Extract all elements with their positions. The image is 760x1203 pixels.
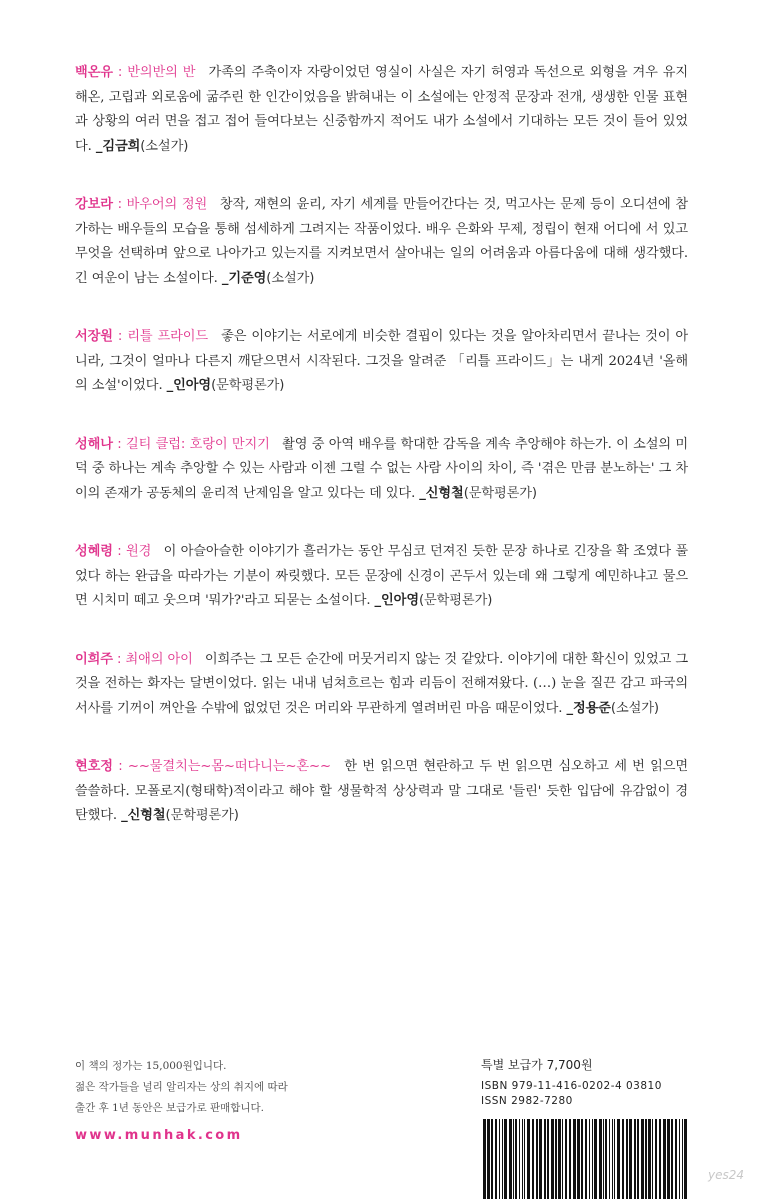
separator: : (112, 544, 126, 560)
reviewer-name: _김금희 (95, 138, 141, 154)
review-item (75, 61, 688, 159)
publisher-website: www.munhak.com (75, 1128, 243, 1143)
review-text: 이희주는 그 모든 순간에 머뭇거리지 않는 것 같았다. 이야기에 대한 확신이 있었고 그것을 전하는 화자는 달변이었다. 읽는 내내 넘쳐흐르는 힘과 리듬이 전해져왔다. (…) 눈을 질끈 감고 파국의 서사를 기꺼이 껴안을 수밖에 없었던 것은 머리와 무관하게 열려버린 마음 때문이었다. (75, 651, 688, 716)
review-item (75, 648, 688, 722)
price-note-line: 젊은 작가들을 널리 알리자는 상의 취지에 따라 (75, 1081, 288, 1093)
reviewer-role: (문학평론가) (211, 378, 285, 394)
barcode-block (481, 1056, 691, 1203)
separator: : (112, 436, 126, 452)
story-title: 리틀 프라이드 (127, 329, 209, 345)
separator: : (112, 651, 126, 667)
price-note (75, 1056, 375, 1119)
story-title: 길티 클럽: 호랑이 만지기 (125, 436, 270, 452)
author-name: 성해나 (75, 436, 113, 452)
separator: : (112, 65, 128, 81)
special-price: 특별 보급가 7,700원 (481, 1058, 593, 1072)
author-name: 백온유 (75, 65, 113, 81)
review-text: 한 번 읽으면 현란하고 두 번 읽으면 심오하고 세 번 읽으면 쓸쓸하다. 모폴로지(형태학)적이라고 해야 할 생물학적 상상력과 말 그대로 '들린' 듯한 입담에 유감없이 경탄했다. (75, 759, 689, 824)
review-text: 창작, 재현의 윤리, 자기 세계를 만들어간다는 것, 먹고사는 문제 등이 오디션에 참가하는 배우들의 모습을 통해 섬세하게 그려지는 작품이었다. 배우 은화와 무제, 정립이 현재 어디에 서 있고 무엇을 선택하며 앞으로 나아가고 있는지를 지켜보면서 살아내는 일의 어려움과 아름다움에 대해 생각했다. 긴 여운이 남는 소설이다. (75, 197, 688, 286)
story-title: ~~물결치는~몸~떠다니는~혼~~ (127, 759, 331, 775)
price-note-line: 이 책의 정가는 15,000원입니다. (75, 1060, 227, 1072)
review-text: 촬영 중 아역 배우를 학대한 감독을 계속 추앙해야 하는가. 이 소설의 미덕 중 하나는 계속 추앙할 수 있는 사람과 이젠 그럴 수 없는 사람 사이의 차이, 즉 '겪은 만큼 분노하는' 그 차이의 존재가 공동체의 윤리적 난제임을 알고 있다는 데 있다. (75, 436, 689, 501)
story-title: 바우어의 정원 (126, 197, 208, 213)
story-title: 최애의 아이 (125, 651, 193, 667)
author-name: 이희주 (75, 651, 113, 667)
reviewer-role: (소설가) (610, 700, 659, 716)
separator: : (112, 759, 128, 775)
review-text: 좋은 이야기는 서로에게 비슷한 결핍이 있다는 것을 알아차리면서 끝나는 것이 아니라, 그것이 얼마나 다른지 깨닫으면서 시작된다. 그것을 알려준 「리틀 프라이드」는 내게 2024년 '올해의 소설'이었다. (75, 329, 689, 394)
reviewer-role: (소설가) (140, 138, 189, 154)
separator: : (112, 197, 127, 213)
review-text: 가족의 주축이자 자랑이었던 영실이 사실은 자기 허영과 독선으로 외형을 겨우 유지해온, 고립과 외로움에 굶주린 한 인간이었음을 밝혀내는 이 소설에는 안정적 문장과 전개, 생생한 인물 표현과 상황의 여러 면을 접고 접어 들여다보는 신중함까지 적어도 내가 소설에서 기대하는 모든 것이 들어 있었다. (75, 65, 689, 154)
reviewer-name: _신형철 (419, 485, 464, 501)
separator: : (112, 329, 128, 345)
story-title: 원경 (126, 544, 152, 560)
reviewer-role: (문학평론가) (463, 485, 537, 501)
reviewer-role: (문학평론가) (165, 808, 239, 824)
story-title: 반의반의 반 (127, 65, 196, 81)
author-name: 성혜령 (75, 544, 113, 560)
author-name: 강보라 (75, 197, 113, 213)
review-item (75, 540, 688, 614)
price-note-line: 출간 후 1년 동안은 보급가로 판매합니다. (75, 1102, 264, 1114)
watermark: yes24 (708, 1168, 745, 1182)
author-name: 현호정 (75, 759, 113, 775)
reviewer-name: _정용준 (566, 700, 611, 716)
reviewer-name: _인아영 (166, 378, 212, 394)
reviewer-name: _기준영 (221, 270, 267, 286)
reviewer-name: _신형철 (121, 808, 166, 824)
review-list (75, 48, 688, 863)
reviewer-role: (소설가) (266, 270, 315, 286)
review-item (75, 755, 688, 829)
review-item (75, 433, 688, 507)
reviewer-name: _인아영 (374, 593, 419, 609)
review-item (75, 325, 688, 399)
barcode-icon (481, 1119, 691, 1199)
reviewer-role: (문학평론가) (418, 593, 493, 609)
isbn: ISBN 979-11-416-0202-4 03810 (481, 1080, 662, 1092)
author-name: 서장원 (75, 329, 113, 345)
issn: ISSN 2982-7280 (481, 1095, 573, 1107)
review-item (75, 193, 688, 291)
review-text: 이 아슬아슬한 이야기가 흘러가는 동안 무심코 던져진 듯한 문장 하나로 긴장을 확 조였다 풀었다 하는 완급을 따라가는 기분이 짜릿했다. 모든 문장에 신경이 곤두서 있는데 왜 그렇게 예민하냐고 물으면 시치미 떼고 웃으며 '뭐가?'라고 되묻는 소설이다. (75, 544, 689, 609)
